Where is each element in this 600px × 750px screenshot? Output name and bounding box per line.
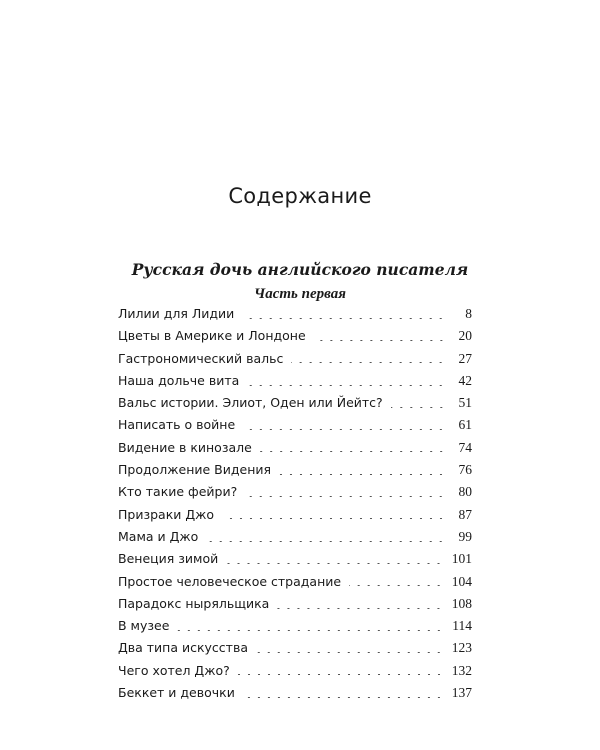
toc-page-number: 42 <box>458 372 472 388</box>
toc-entry <box>118 526 472 548</box>
toc-entry <box>118 504 472 526</box>
toc-entry <box>118 325 472 347</box>
toc-entry <box>118 571 472 593</box>
toc-entry-title: Простое человеческое страдание <box>118 573 342 589</box>
toc-page-number: 101 <box>451 551 472 567</box>
dot-leader <box>314 340 446 341</box>
dot-leader <box>243 697 444 698</box>
dot-leader <box>279 474 446 475</box>
toc-entry-title: Гастрономический вальс <box>118 350 284 366</box>
toc-page-number: 123 <box>451 640 472 656</box>
part-title: Часть первая <box>254 286 346 302</box>
dot-leader <box>245 496 446 497</box>
toc-entry-title: Продолжение Видения <box>118 462 272 478</box>
dot-leader <box>222 518 446 519</box>
toc-page-number: 20 <box>458 328 472 344</box>
toc-page-number: 27 <box>458 350 472 366</box>
dot-leader <box>277 608 443 609</box>
toc-entry <box>118 392 472 414</box>
toc-entry-title: Мама и Джо <box>118 528 199 544</box>
dot-leader <box>238 674 444 675</box>
toc-page-number: 80 <box>458 484 472 500</box>
toc-entry <box>118 593 472 615</box>
toc-entry-title: Чего хотел Джо? <box>118 662 230 678</box>
toc-entry-title: Написать о войне <box>118 417 236 433</box>
dot-leader <box>291 362 446 363</box>
toc-entry <box>118 459 472 481</box>
toc-entry <box>118 548 472 570</box>
dot-leader <box>226 563 444 564</box>
toc-page-number: 51 <box>458 395 472 411</box>
toc-page-number: 76 <box>458 462 472 478</box>
toc-entry <box>118 348 472 370</box>
toc-entry <box>118 615 472 637</box>
toc-page-number: 8 <box>465 306 472 321</box>
book-title: Русская дочь английского писателя <box>131 260 469 279</box>
toc-entry <box>118 637 472 659</box>
dot-leader <box>177 630 444 631</box>
toc-entry <box>118 370 472 392</box>
dot-leader <box>242 318 446 319</box>
toc-entry-title: Видение в кинозале <box>118 439 252 455</box>
toc-entry-title: В музее <box>118 618 170 634</box>
dot-leader <box>206 541 446 542</box>
toc-page-number: 114 <box>452 618 472 634</box>
toc-entry <box>118 481 472 503</box>
toc-page-number: 137 <box>451 685 472 701</box>
toc-entry-title: Цветы в Америке и Лондоне <box>118 328 306 344</box>
toc-page-number: 87 <box>458 506 472 522</box>
toc-entry-title: Венеция зимой <box>118 551 219 567</box>
dot-leader <box>247 385 446 386</box>
toc-page-number: 132 <box>451 662 472 678</box>
toc-entry <box>118 437 472 459</box>
dot-leader <box>260 451 446 452</box>
toc-entry-title: Парадокс ныряльщика <box>118 595 270 611</box>
dot-leader <box>243 429 446 430</box>
toc-entry <box>118 660 472 682</box>
toc-page-number: 61 <box>458 417 472 433</box>
toc-page-number: 74 <box>458 439 472 455</box>
toc-entry-title: Два типа искусства <box>118 640 248 656</box>
toc-page-number: 104 <box>451 573 472 589</box>
toc-entry-title: Вальс истории. Элиот, Оден или Йейтс? <box>118 395 383 411</box>
toc-entry-title: Призраки Джо <box>118 506 215 522</box>
toc-entry-title: Беккет и девочки <box>118 685 235 701</box>
toc-entry-title: Лилии для Лидии <box>118 306 235 321</box>
toc-entry <box>118 682 472 704</box>
table-of-contents <box>118 303 472 704</box>
dot-leader <box>256 652 444 653</box>
dot-leader <box>391 407 446 408</box>
contents-heading: Содержание <box>228 184 372 208</box>
toc-page-number: 99 <box>458 528 472 544</box>
toc-entry <box>118 303 472 325</box>
toc-entry-title: Наша дольче вита <box>118 372 240 388</box>
dot-leader <box>349 585 444 586</box>
toc-entry <box>118 414 472 436</box>
toc-page-number: 108 <box>451 595 472 611</box>
toc-entry-title: Кто такие фейри? <box>118 484 238 500</box>
